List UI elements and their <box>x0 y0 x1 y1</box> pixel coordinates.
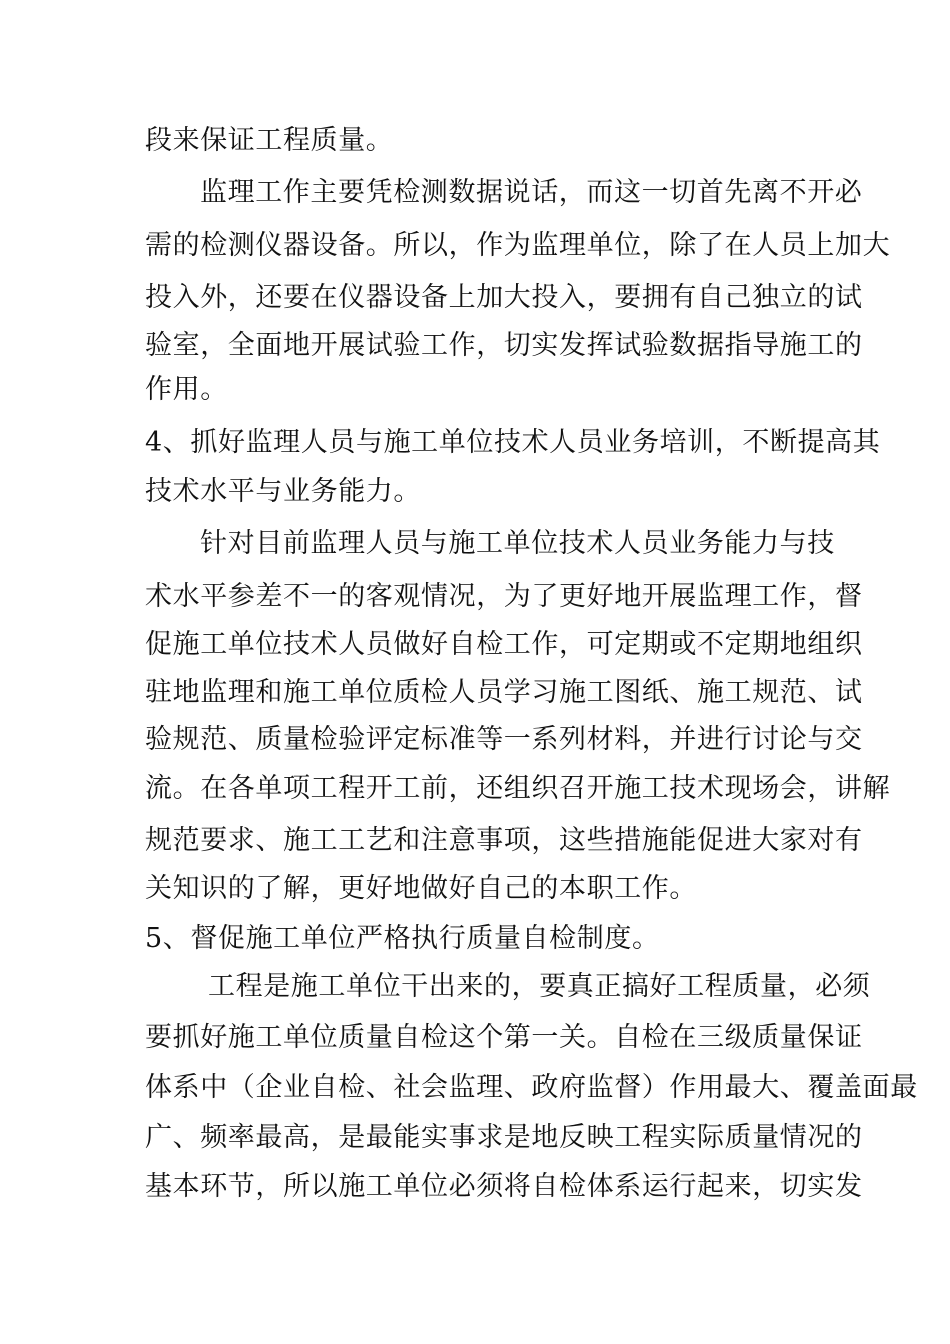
text-line-5: 验室，全面地开展试验工作，切实发挥试验数据指导施工的 <box>145 330 863 361</box>
section-heading-4: 4、抓好监理人员与施工单位技术人员业务培训，不断提高其 <box>145 427 881 458</box>
text-line-13: 验规范、质量检验评定标准等一系列材料，并进行讨论与交 <box>145 724 863 755</box>
text-line-22: 基本环节，所以施工单位必须将自检体系运行起来，切实发 <box>145 1171 863 1202</box>
text-line-11: 促施工单位技术人员做好自检工作，可定期或不定期地组织 <box>145 629 863 660</box>
text-line-3: 需的检测仪器设备。所以，作为监理单位，除了在人员上加大 <box>145 230 891 261</box>
text-line-12: 驻地监理和施工单位质检人员学习施工图纸、施工规范、试 <box>145 677 863 708</box>
text-line-2: 监理工作主要凭检测数据说话，而这一切首先离不开必 <box>200 177 863 208</box>
text-line-9: 针对目前监理人员与施工单位技术人员业务能力与技 <box>200 528 835 559</box>
text-line-1: 段来保证工程质量。 <box>145 125 394 156</box>
text-line-15: 规范要求、施工工艺和注意事项，这些措施能促进大家对有 <box>145 825 863 856</box>
text-line-10: 术水平参差不一的客观情况，为了更好地开展监理工作，督 <box>145 581 863 612</box>
section-heading-5: 5、督促施工单位严格执行质量自检制度。 <box>145 923 660 954</box>
text-line-20: 体系中（企业自检、社会监理、政府监督）作用最大、覆盖面最 <box>145 1072 918 1103</box>
text-line-6: 作用。 <box>145 374 228 405</box>
text-line-4: 投入外，还要在仪器设备上加大投入，要拥有自己独立的试 <box>145 282 863 313</box>
text-line-18: 工程是施工单位干出来的，要真正搞好工程质量，必须 <box>208 971 871 1002</box>
text-line-21: 广、频率最高，是最能实事求是地反映工程实际质量情况的 <box>145 1122 863 1153</box>
text-line-8: 技术水平与业务能力。 <box>145 476 421 507</box>
text-line-16: 关知识的了解，更好地做好自己的本职工作。 <box>145 873 697 904</box>
text-line-19: 要抓好施工单位质量自检这个第一关。自检在三级质量保证 <box>145 1022 863 1053</box>
text-line-14: 流。在各单项工程开工前，还组织召开施工技术现场会，讲解 <box>145 773 891 804</box>
